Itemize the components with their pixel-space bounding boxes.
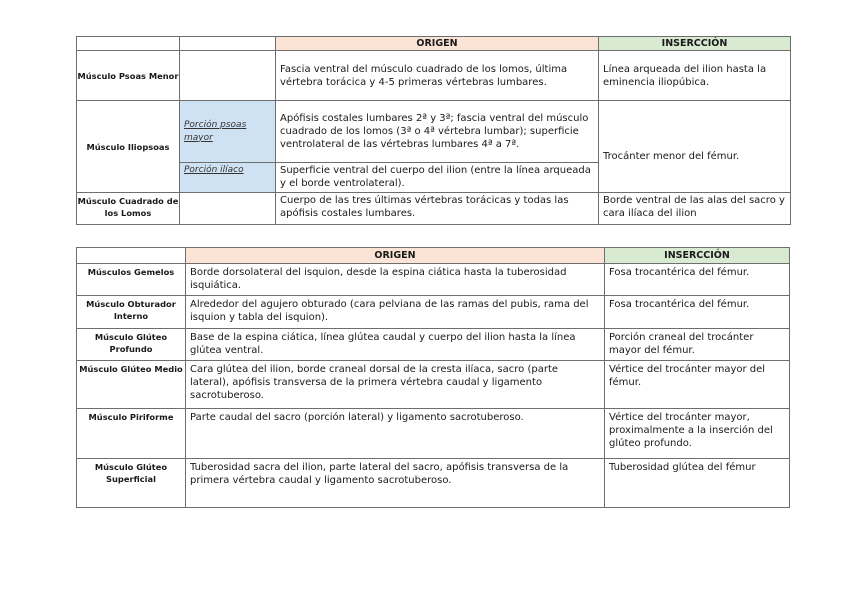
insertion-cell: Porción craneal del trocánter mayor del fémur. bbox=[605, 329, 790, 361]
header-insertion: INSERCCIÓN bbox=[605, 248, 790, 264]
muscle-name: Músculo Glúteo Medio bbox=[77, 361, 186, 409]
origin-cell: Apófisis costales lumbares 2ª y 3ª; fascia ventral del músculo cuadrado de los lomos (3ª o 4ª vértebra lumbar); superficie ventrolateral de las vértebras lumbares 4ª a 7ª. bbox=[276, 101, 599, 163]
header-origin: ORIGEN bbox=[276, 37, 599, 51]
origin-cell: Base de la espina ciática, línea glútea caudal y cuerpo del ilion hasta la línea glútea ventral. bbox=[186, 329, 605, 361]
header-row bbox=[77, 37, 791, 51]
table-row bbox=[77, 264, 790, 296]
muscle-name: Músculo Glúteo Profundo bbox=[77, 329, 186, 361]
insertion-cell: Tuberosidad glútea del fémur bbox=[605, 459, 790, 508]
muscle-name: Músculo Cuadrado de los Lomos bbox=[77, 193, 180, 225]
origin-cell: Alrededor del agujero obturado (cara pelviana de las ramas del pubis, rama del isquion y tabla del isquion). bbox=[186, 296, 605, 329]
origin-cell: Borde dorsolateral del isquion, desde la espina ciática hasta la tuberosidad isquiática. bbox=[186, 264, 605, 296]
table-row bbox=[77, 409, 790, 459]
header-blank-portion bbox=[180, 37, 276, 51]
origin-cell: Cuerpo de las tres últimas vértebras torácicas y todas las apófisis costales lumbares. bbox=[276, 193, 599, 225]
table-row bbox=[77, 193, 791, 225]
origin-cell: Parte caudal del sacro (porción lateral) y ligamento sacrotuberoso. bbox=[186, 409, 605, 459]
table-row bbox=[77, 459, 790, 508]
insertion-cell: Línea arqueada del ilion hasta la eminencia iliopúbica. bbox=[599, 51, 791, 101]
muscle-name: Músculo Obturador Interno bbox=[77, 296, 186, 329]
header-blank-name bbox=[77, 37, 180, 51]
portion-label: Porción psoas mayor bbox=[180, 101, 276, 163]
muscle-name: Músculo Glúteo Superficial bbox=[77, 459, 186, 508]
table-row bbox=[77, 296, 790, 329]
origin-cell: Cara glútea del ilion, borde craneal dorsal de la cresta ilíaca, sacro (parte lateral), apófisis transversa de la primera vértebra caudal y ligamento sacrotuberoso. bbox=[186, 361, 605, 409]
table-row bbox=[77, 361, 790, 409]
header-row bbox=[77, 248, 790, 264]
insertion-cell: Trocánter menor del fémur. bbox=[599, 101, 791, 193]
muscle-name: Músculos Gemelos bbox=[77, 264, 186, 296]
portion-cell-empty bbox=[180, 193, 276, 225]
header-blank-name bbox=[77, 248, 186, 264]
insertion-cell: Vértice del trocánter mayor del fémur. bbox=[605, 361, 790, 409]
header-insertion: INSERCCIÓN bbox=[599, 37, 791, 51]
origin-cell: Fascia ventral del músculo cuadrado de los lomos, última vértebra torácica y 4-5 primeras vértebras lumbares. bbox=[276, 51, 599, 101]
portion-label: Porción ilíaco bbox=[180, 163, 276, 193]
pelvic-limb-muscles-table-2 bbox=[76, 247, 790, 508]
pelvic-limb-muscles-table-1 bbox=[76, 36, 791, 225]
muscle-name: Músculo Psoas Menor bbox=[77, 51, 180, 101]
portion-cell-empty bbox=[180, 51, 276, 101]
origin-cell: Superficie ventral del cuerpo del ilion (entre la línea arqueada y el borde ventrolateral). bbox=[276, 163, 599, 193]
insertion-cell: Fosa trocantérica del fémur. bbox=[605, 296, 790, 329]
muscle-name: Músculo Iliopsoas bbox=[77, 101, 180, 193]
table-row bbox=[77, 329, 790, 361]
header-origin: ORIGEN bbox=[186, 248, 605, 264]
origin-cell: Tuberosidad sacra del ilion, parte lateral del sacro, apófisis transversa de la primera vértebra caudal y ligamento sacrotuberoso. bbox=[186, 459, 605, 508]
insertion-cell: Borde ventral de las alas del sacro y cara ilíaca del ilion bbox=[599, 193, 791, 225]
table-row bbox=[77, 101, 791, 163]
insertion-cell: Fosa trocantérica del fémur. bbox=[605, 264, 790, 296]
table-row bbox=[77, 51, 791, 101]
insertion-cell: Vértice del trocánter mayor, proximalmente a la inserción del glúteo profundo. bbox=[605, 409, 790, 459]
muscle-name: Músculo Piriforme bbox=[77, 409, 186, 459]
